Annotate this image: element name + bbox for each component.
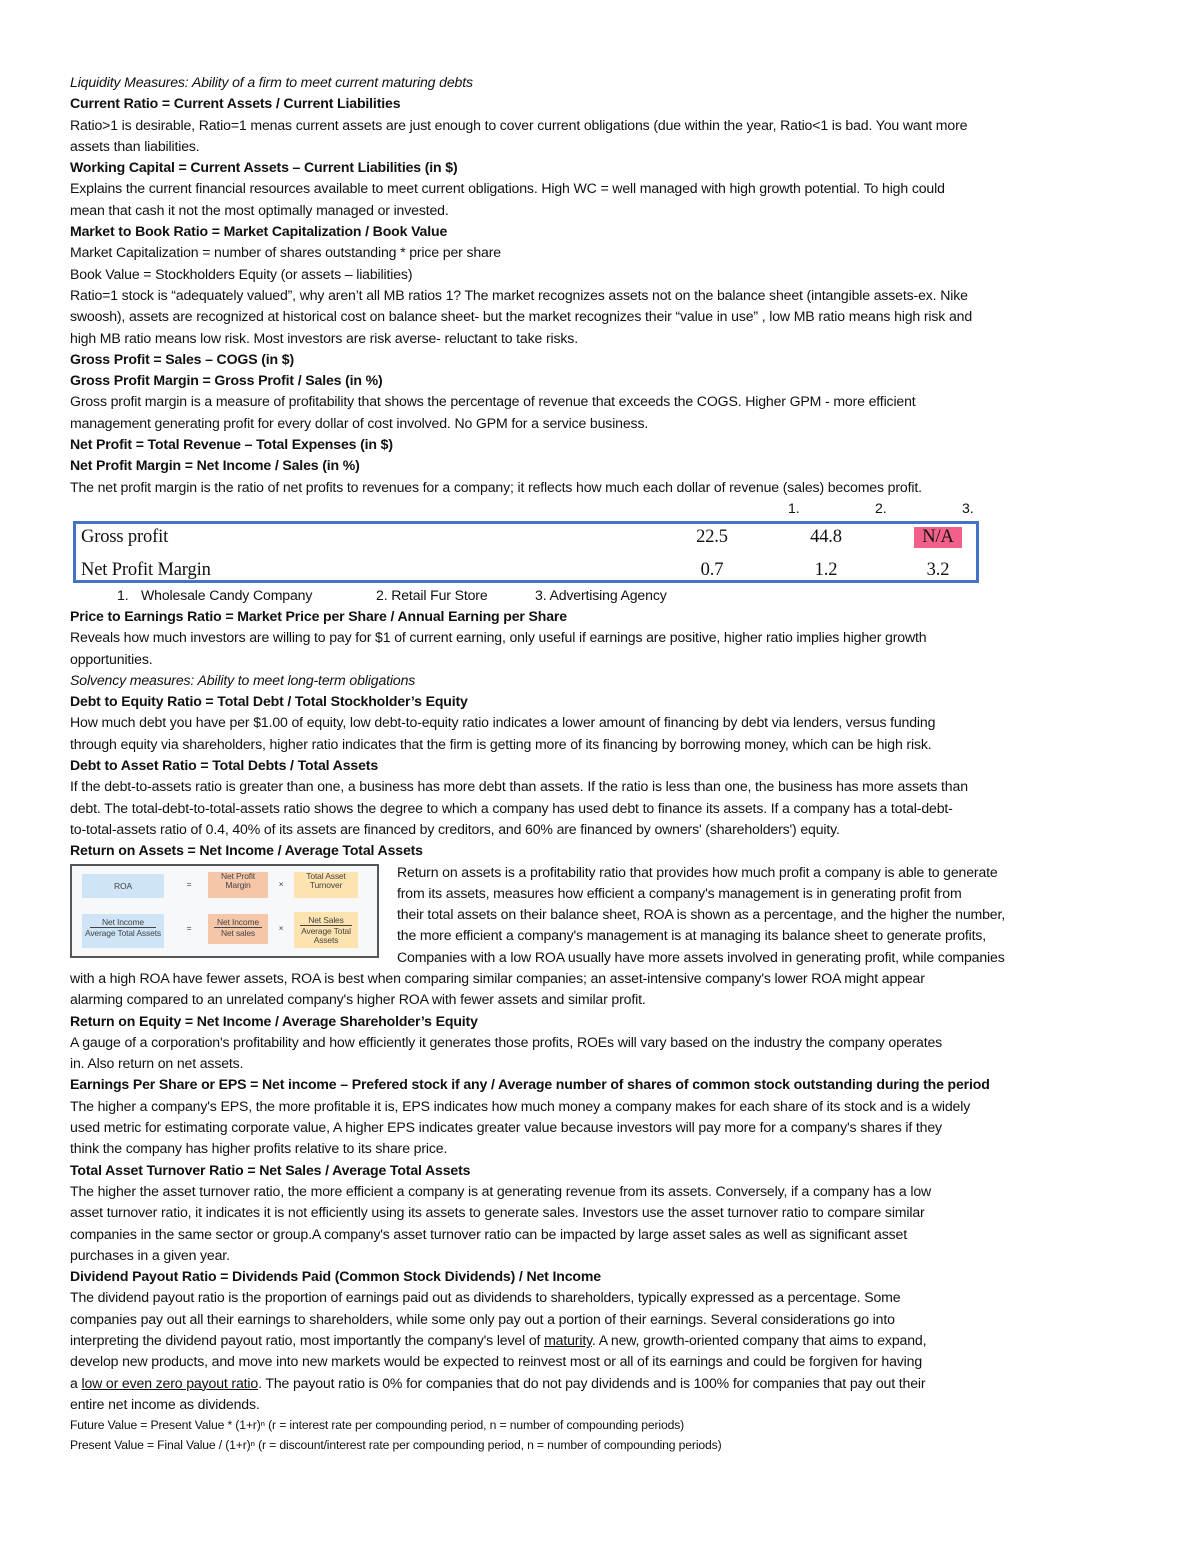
- maturity-link[interactable]: maturity: [544, 1332, 592, 1349]
- current-ratio-title: Current Ratio = Current Assets / Current Liabilities: [70, 95, 401, 112]
- profit-comparison-table: [73, 521, 979, 583]
- debt-to-equity-text: through equity via shareholders, higher ratio indicates that the firm is getting more of its financing by borrowing money, which can be high risk.: [70, 735, 932, 752]
- times-sign: ×: [278, 922, 284, 933]
- net-income-over-assets-box: [82, 914, 164, 948]
- table-cell: 3.2: [926, 559, 950, 580]
- liquidity-heading: Liquidity Measures: Ability of a firm to meet current maturing debts: [70, 74, 473, 90]
- debt-to-asset-title: Debt to Asset Ratio = Total Debts / Total Assets: [70, 757, 379, 774]
- net-profit-margin-text: The net profit margin is the ratio of net profits to revenues for a company; it reflects how much each dollar of revenue (sales) becomes profit.: [70, 478, 922, 495]
- times-sign: ×: [278, 878, 284, 889]
- table-cell-na: N/A: [914, 527, 962, 548]
- gross-profit-margin-text: management generating profit for every dollar of cost involved. No GPM for a service business.: [70, 414, 649, 431]
- eps-text: The higher a company's EPS, the more profitable it is, EPS indicates how much money a company makes for each share of its stock and is a widely: [70, 1097, 971, 1114]
- text-run: interpreting the dividend payout ratio, most importantly the company's level of: [70, 1332, 545, 1349]
- roa-section: [70, 862, 1130, 968]
- current-ratio-text: Ratio>1 is desirable, Ratio=1 menas current assets are just enough to cover current obligations (due within the year, Ratio<1 is bad. You want more: [70, 116, 968, 133]
- column-number: 2.: [875, 499, 887, 516]
- text-run: . A new, growth-oriented company that aims to expand,: [591, 1332, 927, 1349]
- company-type-number: 1.: [117, 586, 129, 603]
- table-column-numbers: [70, 498, 1130, 519]
- roe-text: in. Also return on net assets.: [70, 1055, 244, 1072]
- numerator: Net Sales: [300, 916, 352, 926]
- roe-text: A gauge of a corporation's profitability and how efficiently it generates those profits, ROEs will vary based on the industry the company operates: [70, 1033, 943, 1050]
- current-ratio-text: assets than liabilities.: [70, 137, 200, 154]
- roa-title: Return on Assets = Net Income / Average Total Assets: [70, 842, 423, 859]
- roa-text: from its assets, measures how efficient a company's management is in generating profit from: [397, 884, 962, 901]
- document-page: [70, 72, 1130, 1455]
- equals-sign: =: [186, 878, 192, 889]
- numerator: Net Income: [90, 918, 156, 928]
- roa-text: alarming compared to an unrelated company's higher ROA with fewer assets and similar profit.: [70, 991, 646, 1008]
- roa-wrapped-text: [397, 862, 1130, 968]
- roa-formula-figure: [70, 864, 379, 958]
- table-cell: 22.5: [696, 526, 728, 547]
- row-label: Net Profit Margin: [81, 559, 211, 580]
- working-capital-title: Working Capital = Current Assets – Current Liabilities (in $): [70, 159, 458, 176]
- working-capital-text: Explains the current financial resources available to meet current obligations. High WC = well managed with high growth potential. To high could: [70, 180, 945, 197]
- roa-text: Companies with a low ROA usually have more assets involved in generating profit, while companies: [397, 948, 1005, 965]
- company-type: 3. Advertising Agency: [535, 586, 667, 603]
- roa-text: their total assets on their balance sheet, ROA is shown as a percentage, and the higher the number,: [397, 906, 1006, 923]
- solvency-heading: Solvency measures: Ability to meet long-term obligations: [70, 671, 416, 688]
- table-cell: 44.8: [810, 526, 842, 547]
- debt-to-equity-title: Debt to Equity Ratio = Total Debt / Total Stockholder’s Equity: [70, 693, 468, 710]
- roa-box: ROA: [82, 874, 164, 898]
- pe-ratio-title: Price to Earnings Ratio = Market Price per Share / Annual Earning per Share: [70, 607, 567, 624]
- pe-ratio-text: Reveals how much investors are willing to pay for $1 of current earning, only useful if earnings are positive, higher ratio implies higher growth: [70, 629, 927, 646]
- dividend-payout-text: develop new products, and move into new markets would be expected to reinvest most or all of its earnings and could be forgiven for having: [70, 1353, 923, 1370]
- roa-text: with a high ROA have fewer assets, ROA is best when comparing similar companies; an asset-intensive company's lower ROA might appear: [70, 969, 925, 986]
- dividend-payout-text: entire net income as dividends.: [70, 1395, 260, 1412]
- dividend-payout-text: The dividend payout ratio is the proportion of earnings paid out as dividends to shareholders, typically expressed as a percentage. Some: [70, 1289, 901, 1306]
- book-value-definition: Book Value = Stockholders Equity (or assets – liabilities): [70, 265, 413, 282]
- eps-text: think the company has higher profits relative to its share price.: [70, 1140, 448, 1157]
- debt-to-asset-text: debt. The total-debt-to-total-assets ratio shows the degree to which a company has used debt to finance its assets. If a company has a total-debt-: [70, 799, 953, 816]
- working-capital-text: mean that cash it not the most optimally managed or invested.: [70, 201, 449, 218]
- row-label: Gross profit: [81, 526, 169, 547]
- column-number: 1.: [788, 499, 800, 516]
- net-profit-title: Net Profit = Total Revenue – Total Expenses (in $): [70, 436, 393, 453]
- asset-turnover-text: purchases in a given year.: [70, 1246, 230, 1263]
- net-profit-margin-box: Net Profit Margin: [208, 872, 268, 898]
- text-run: a: [70, 1374, 82, 1391]
- eps-text: used metric for estimating corporate value, A higher EPS indicates greater value because investors will pay more for a company's shares if they: [70, 1119, 942, 1136]
- company-types-legend: [70, 585, 1130, 606]
- debt-to-asset-text: If the debt-to-assets ratio is greater than one, a business has more debt than assets. If the ratio is less than one, the business has more assets than: [70, 778, 968, 795]
- market-to-book-text: swoosh), assets are recognized at historical cost on balance sheet- but the market recognizes their “value in use” , low MB ratio means high risk and: [70, 308, 973, 325]
- net-profit-margin-title: Net Profit Margin = Net Income / Sales (in %): [70, 457, 360, 474]
- pe-ratio-text: opportunities.: [70, 650, 153, 667]
- debt-to-equity-text: How much debt you have per $1.00 of equity, low debt-to-equity ratio indicates a lower amount of financing by debt via lenders, versus funding: [70, 714, 936, 731]
- gross-profit-margin-text: Gross profit margin is a measure of profitability that shows the percentage of revenue that exceeds the COGS. Higher GPM - more efficient: [70, 393, 916, 410]
- dividend-payout-text: [70, 1373, 1130, 1394]
- eps-title: Earnings Per Share or EPS = Net income – Prefered stock if any / Average number of shares of common stock outstanding during the period: [70, 1076, 990, 1093]
- future-value-formula: Future Value = Present Value * (1+r)ⁿ (r = interest rate per compounding period, n = number of compounding periods): [70, 1418, 685, 1433]
- gross-profit-margin-title: Gross Profit Margin = Gross Profit / Sales (in %): [70, 372, 383, 389]
- low-payout-ratio-link[interactable]: low or even zero payout ratio: [81, 1374, 259, 1391]
- market-to-book-title: Market to Book Ratio = Market Capitalization / Book Value: [70, 223, 448, 240]
- market-cap-definition: Market Capitalization = number of shares outstanding * price per share: [70, 244, 501, 261]
- column-number: 3.: [962, 499, 974, 516]
- table-row: [76, 560, 976, 580]
- market-to-book-text: Ratio=1 stock is “adequately valued”, why aren’t all MB ratios 1? The market recognizes assets not on the balance sheet (intangible assets-ex. Nike: [70, 286, 968, 303]
- asset-turnover-text: The higher the asset turnover ratio, the more efficient a company is at generating revenue from its assets. Conversely, if a company has a low: [70, 1182, 932, 1199]
- market-to-book-text: high MB ratio means low risk. Most investors are risk averse- reluctant to take risks.: [70, 329, 578, 346]
- roa-text: Return on assets is a profitability ratio that provides how much profit a company is able to generate: [397, 863, 998, 880]
- roa-text: the more efficient a company's management is at managing its balance sheet to generate profits,: [397, 927, 987, 944]
- denominator: Net sales: [220, 927, 256, 938]
- roe-title: Return on Equity = Net Income / Average Shareholder’s Equity: [70, 1012, 478, 1029]
- company-type: 2. Retail Fur Store: [376, 586, 488, 603]
- denominator: Average Total Assets: [84, 927, 162, 938]
- asset-turnover-text: companies in the same sector or group.A company's asset turnover ratio can be impacted by large asset sales as well as significant asset: [70, 1225, 907, 1242]
- total-asset-turnover-box: Total Asset Turnover: [294, 872, 358, 898]
- text-run: . The payout ratio is 0% for companies that do not pay dividends and is 100% for companies that pay out their: [258, 1374, 926, 1391]
- sales-over-assets-box: [294, 912, 358, 948]
- equals-sign: =: [186, 922, 192, 933]
- table-row: [76, 527, 976, 553]
- company-type: Wholesale Candy Company: [141, 586, 313, 603]
- asset-turnover-title: Total Asset Turnover Ratio = Net Sales / Average Total Assets: [70, 1161, 471, 1178]
- asset-turnover-text: asset turnover ratio, it indicates it is not efficiently using its assets to generate sales. Investors use the asset turnover ratio to compare similar: [70, 1204, 925, 1221]
- dividend-payout-title: Dividend Payout Ratio = Dividends Paid (Common Stock Dividends) / Net Income: [70, 1268, 601, 1285]
- denominator: Average Total Assets: [301, 925, 351, 945]
- dividend-payout-text: [70, 1330, 1130, 1351]
- gross-profit-title: Gross Profit = Sales – COGS (in $): [70, 350, 294, 367]
- present-value-formula: Present Value = Final Value / (1+r)ⁿ (r = discount/interest rate per compounding period, n = number of compounding periods): [70, 1438, 722, 1453]
- numerator: Net Income: [214, 918, 262, 928]
- table-cell: 0.7: [700, 559, 724, 580]
- debt-to-asset-text: to-total-assets ratio of 0.4, 40% of its assets are financed by creditors, and 60% are financed by owners' (shareholders') equity.: [70, 820, 840, 837]
- dividend-payout-text: companies pay out all their earnings to shareholders, while some only pay out a portion of their earnings. Several considerations go into: [70, 1310, 895, 1327]
- net-income-over-sales-box: [208, 914, 268, 944]
- table-cell: 1.2: [814, 559, 838, 580]
